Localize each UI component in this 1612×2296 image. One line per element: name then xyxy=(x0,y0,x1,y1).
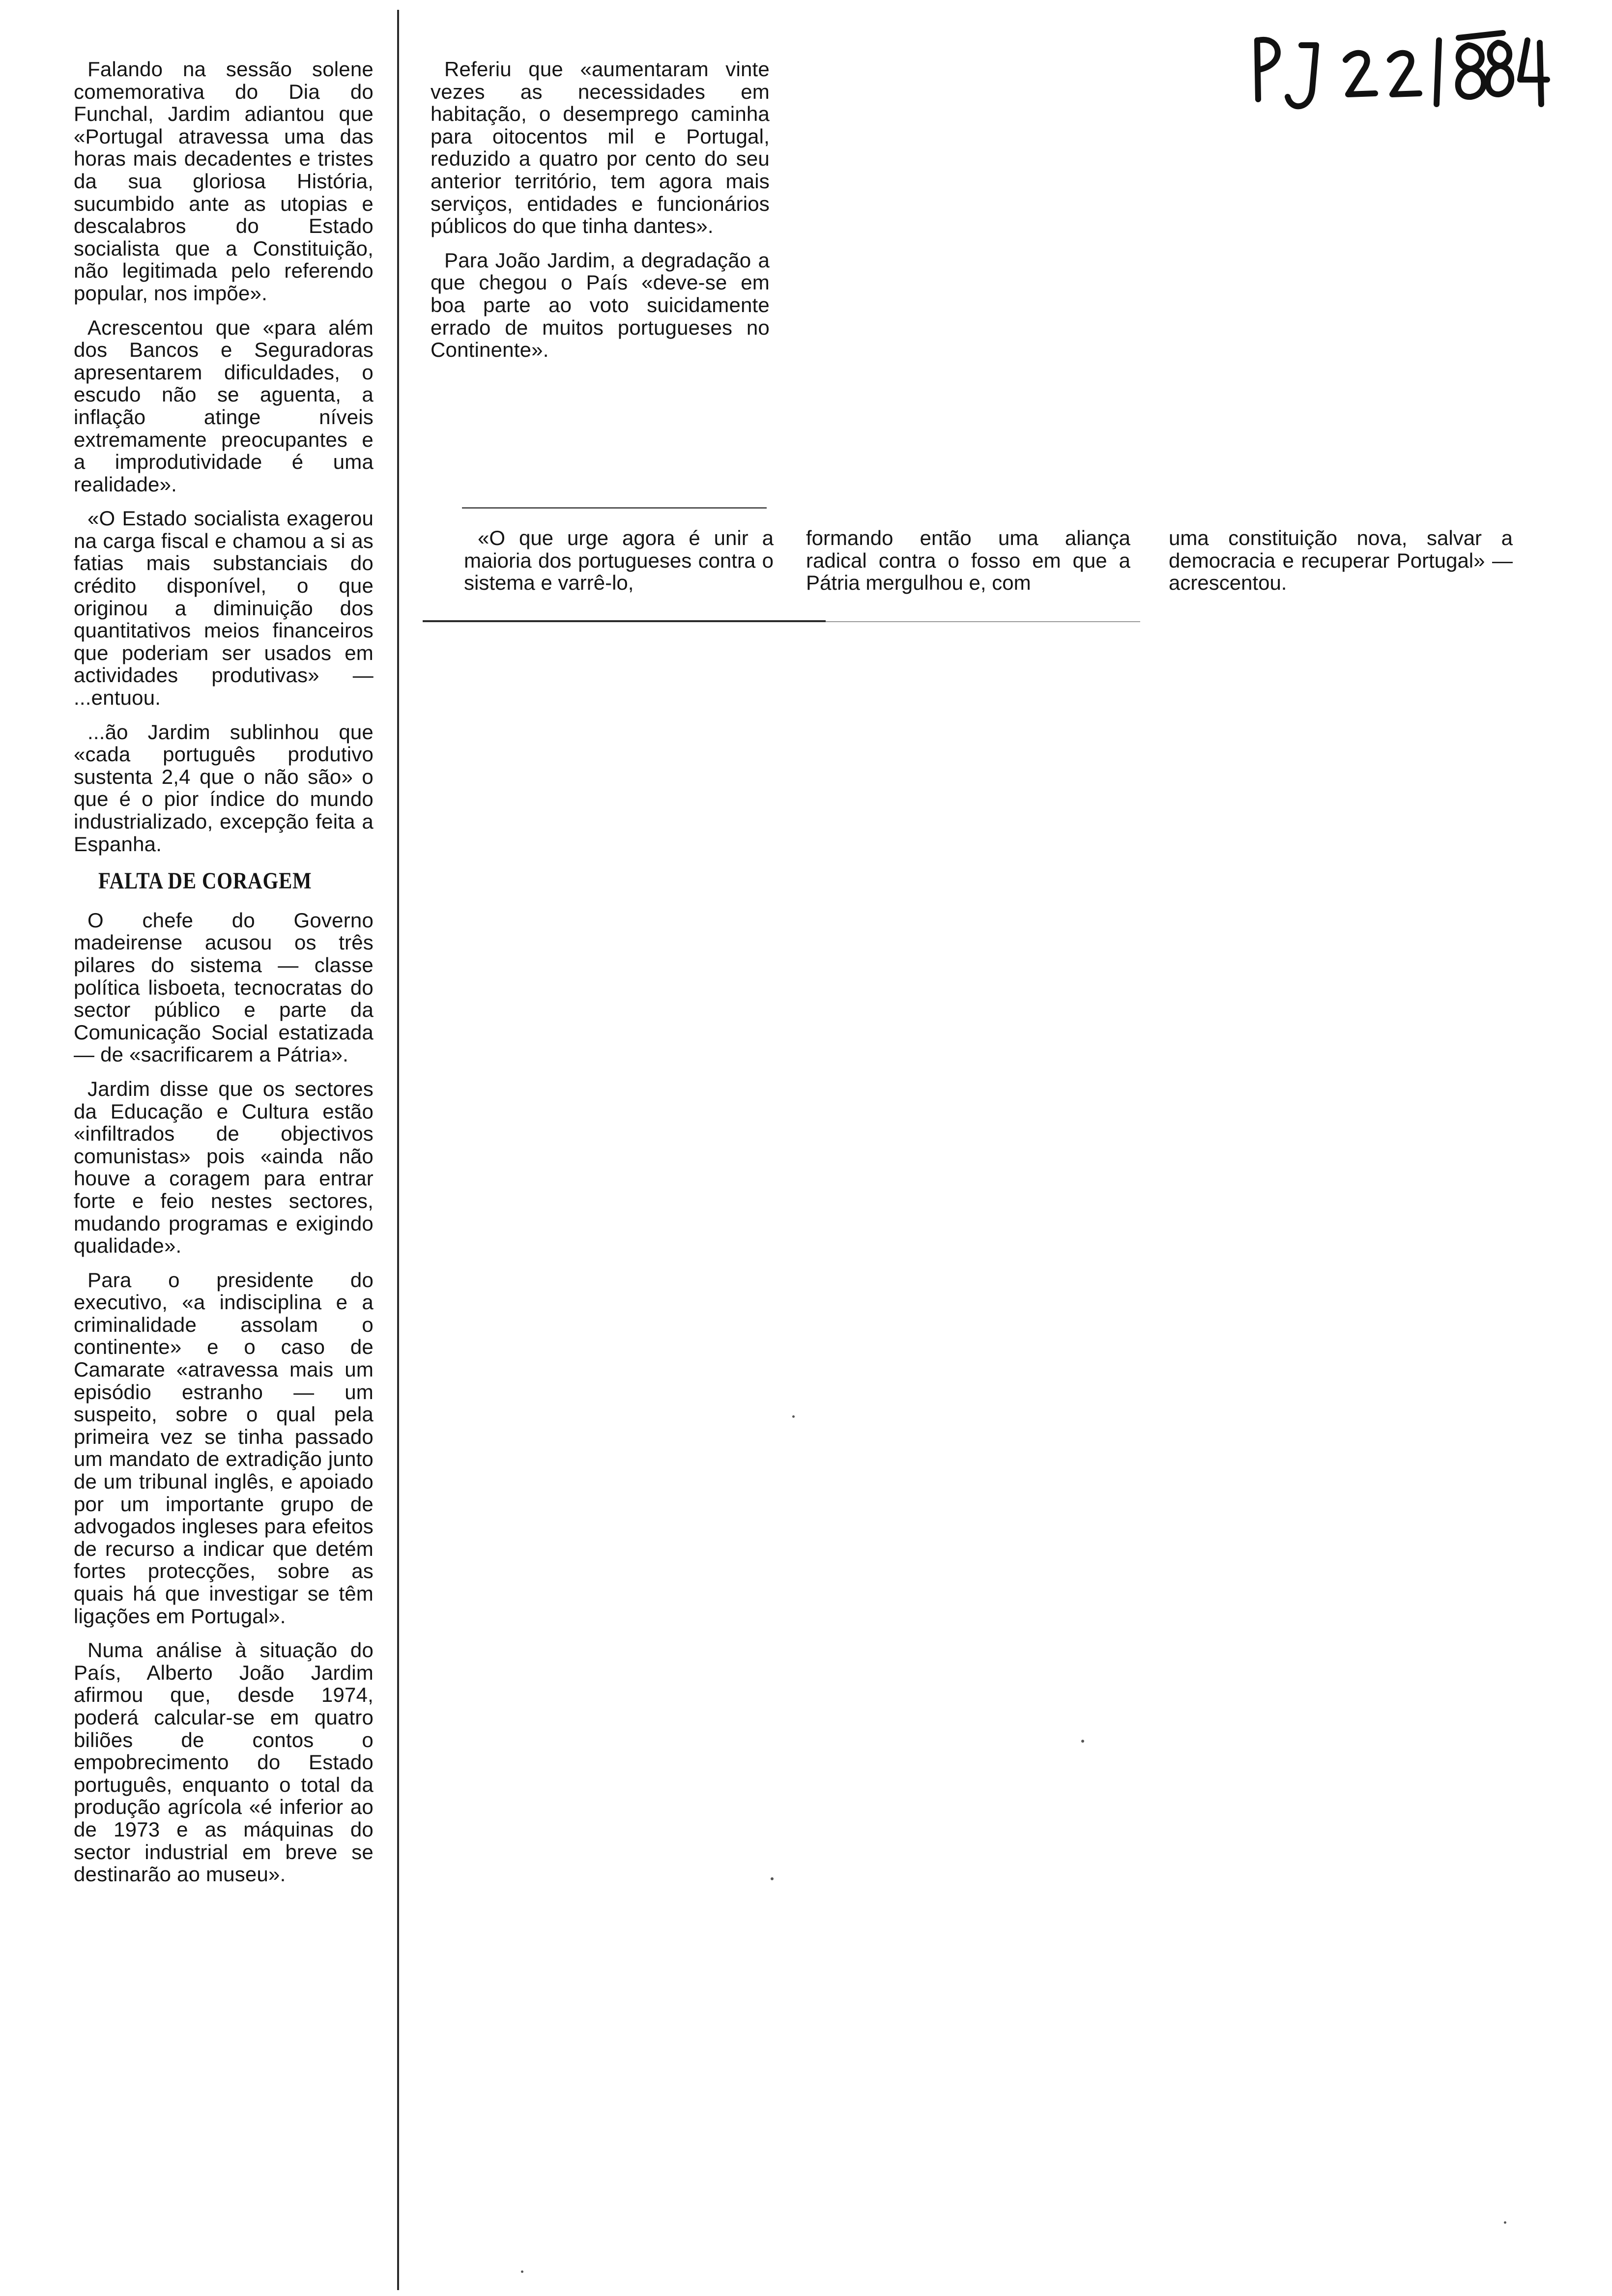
scan-speck xyxy=(792,1415,795,1418)
scan-speck xyxy=(771,1877,774,1880)
paragraph: uma constituição nova, salvar a democracia e recuperar Portugal» — acrescentou. xyxy=(1169,526,1513,595)
handwritten-date-mark xyxy=(1247,26,1552,119)
paragraph: Para o presidente do executivo, «a indisciplina e a criminalidade assolam o continente» e o caso de Camarate «atravessa mais um episódio estranho — um suspeito, sobre o qual pela primeira vez se tinha passado um mandato de extradição junto de um tribunal inglês, e apoiado por um importante grupo de advogados ingleses para efeitos de recurso a indicar que detém fortes protecções, sobre as quais há que investigar se têm ligações em Portugal». xyxy=(74,1268,374,1628)
paragraph: Falando na sessão solene comemorativa do Dia do Funchal, Jardim adiantou que «Portugal atravessa uma das horas mais decadentes e tristes da sua gloriosa História, sucumbido ante as utopias e descalabros do Estado socialista que a Constituição, não legitimada pelo referendo popular, nos impõe». xyxy=(74,57,374,305)
scan-speck xyxy=(1081,1740,1084,1743)
paragraph: ...ão Jardim sublinhou que «cada português produtivo sustenta 2,4 que o não são» o que é o pior índice do mundo industrializado, excepção feita a Espanha. xyxy=(74,720,374,856)
section-subheading: FALTA DE CORAGEM xyxy=(98,868,312,894)
paragraph: «O Estado socialista exagerou na carga fiscal e chamou a si as fatias mais substanciais do crédito disponível, o que originou a diminuição dos quantitativos meios financeiros que poderiam ser usados em actividades produtivas» — ...entuou. xyxy=(74,507,374,710)
paragraph: Para João Jardim, a degradação a que chegou o País «deve-se em boa parte ao voto suicidamente errado de muitos portugueses no Continente». xyxy=(431,248,770,362)
bottom-rule xyxy=(423,620,826,622)
paragraph: O chefe do Governo madeirense acusou os três pilares do sistema — classe política lisboeta, tecnocratas do sector público e parte da Comunicação Social estatizada — de «sacrificarem a Pátria». xyxy=(74,908,374,1066)
article-column-1 xyxy=(74,58,374,1897)
bottom-column-3 xyxy=(1169,527,1513,594)
separator-rule xyxy=(462,507,767,509)
bottom-column-1 xyxy=(464,527,774,594)
paragraph: Numa análise à situação do País, Alberto João Jardim afirmou que, desde 1974, poderá calcular-se em quatro biliões de contos o empobrecimento do Estado português, enquanto o total da produção agrícola «é inferior ao de 1973 e as máquinas do sector industrial em breve se destinarão ao museu». xyxy=(74,1638,374,1886)
paragraph: formando então uma aliança radical contra o fosso em que a Pátria mergulhou e, com xyxy=(806,526,1130,595)
bottom-rule-faint xyxy=(826,621,1140,622)
bottom-column-2 xyxy=(806,527,1130,594)
paragraph: Acrescentou que «para além dos Bancos e Seguradoras apresentarem dificuldades, o escudo não se aguenta, a inflação atinge níveis extremamente preocupantes e a improdutividade é uma realidade». xyxy=(74,316,374,496)
scan-speck xyxy=(1504,2221,1506,2224)
column-rule xyxy=(397,10,399,2290)
paragraph: Referiu que «aumentaram vinte vezes as necessidades em habitação, o desemprego caminha para oitocentos mil e Portugal, reduzido a quatro por cento do seu anterior território, tem agora mais serviços, entidades e funcionários públicos do que tinha dantes». xyxy=(431,57,770,238)
scan-speck xyxy=(521,2270,523,2273)
article-column-2 xyxy=(431,58,770,373)
paragraph: «O que urge agora é unir a maioria dos portugueses contra o sistema e varrê-lo, xyxy=(464,526,774,595)
paragraph: Jardim disse que os sectores da Educação e Cultura estão «infiltrados de objectivos comunistas» pois «ainda não houve a coragem para entrar forte e feio nestes sectores, mudando programas e exigindo qualidade». xyxy=(74,1077,374,1258)
handwritten-annotation xyxy=(1247,26,1552,119)
